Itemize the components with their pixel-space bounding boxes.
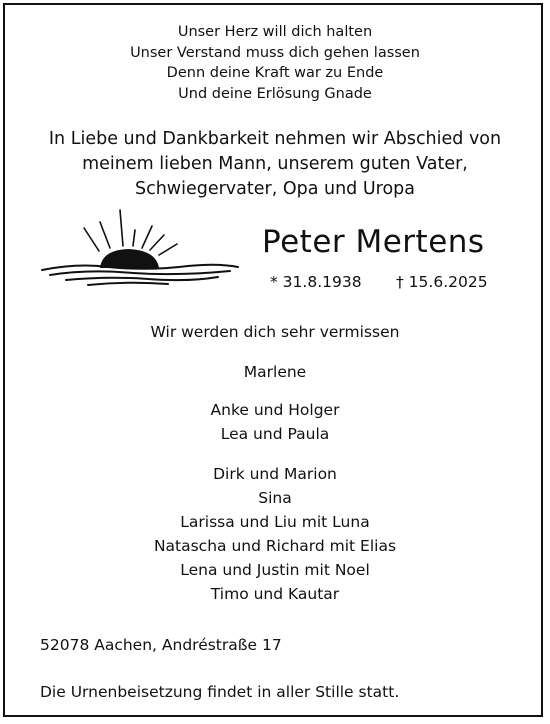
poem-line: Und deine Erlösung Gnade xyxy=(178,85,372,102)
address: 52078 Aachen, Andréstraße 17 xyxy=(40,636,282,654)
family-member: Marlene xyxy=(243,363,307,381)
burial-note: Die Urnenbeisetzung findet in aller Stille statt. xyxy=(40,683,400,701)
family-member: Lena und Justin mit Noel xyxy=(180,561,370,579)
death-date: † 15.6.2025 xyxy=(396,273,488,291)
deceased-name: Peter Mertens xyxy=(262,224,485,260)
intro-line: In Liebe und Dankbarkeit nehmen wir Abschied von xyxy=(48,129,502,149)
family-member: Anke und Holger xyxy=(210,401,340,419)
sunset-icon xyxy=(38,208,243,288)
intro-line: Schwiegervater, Opa und Uropa xyxy=(134,179,416,199)
poem-line: Unser Herz will dich halten xyxy=(177,24,373,40)
family-member: Dirk und Marion xyxy=(213,465,337,483)
closing-line: Wir werden dich sehr vermissen xyxy=(150,323,400,341)
birth-date: * 31.8.1938 xyxy=(270,273,362,291)
family-member: Larissa und Liu mit Luna xyxy=(180,513,370,531)
family-member: Timo und Kautar xyxy=(210,585,340,603)
family-member: Lea und Paula xyxy=(220,425,330,443)
poem-line: Denn deine Kraft war zu Ende xyxy=(166,65,384,81)
family-member: Natascha und Richard mit Elias xyxy=(153,537,397,555)
family-member: Sina xyxy=(258,489,292,507)
intro-line: meinem lieben Mann, unserem guten Vater, xyxy=(82,154,468,174)
poem-line: Unser Verstand muss dich gehen lassen xyxy=(130,44,420,61)
